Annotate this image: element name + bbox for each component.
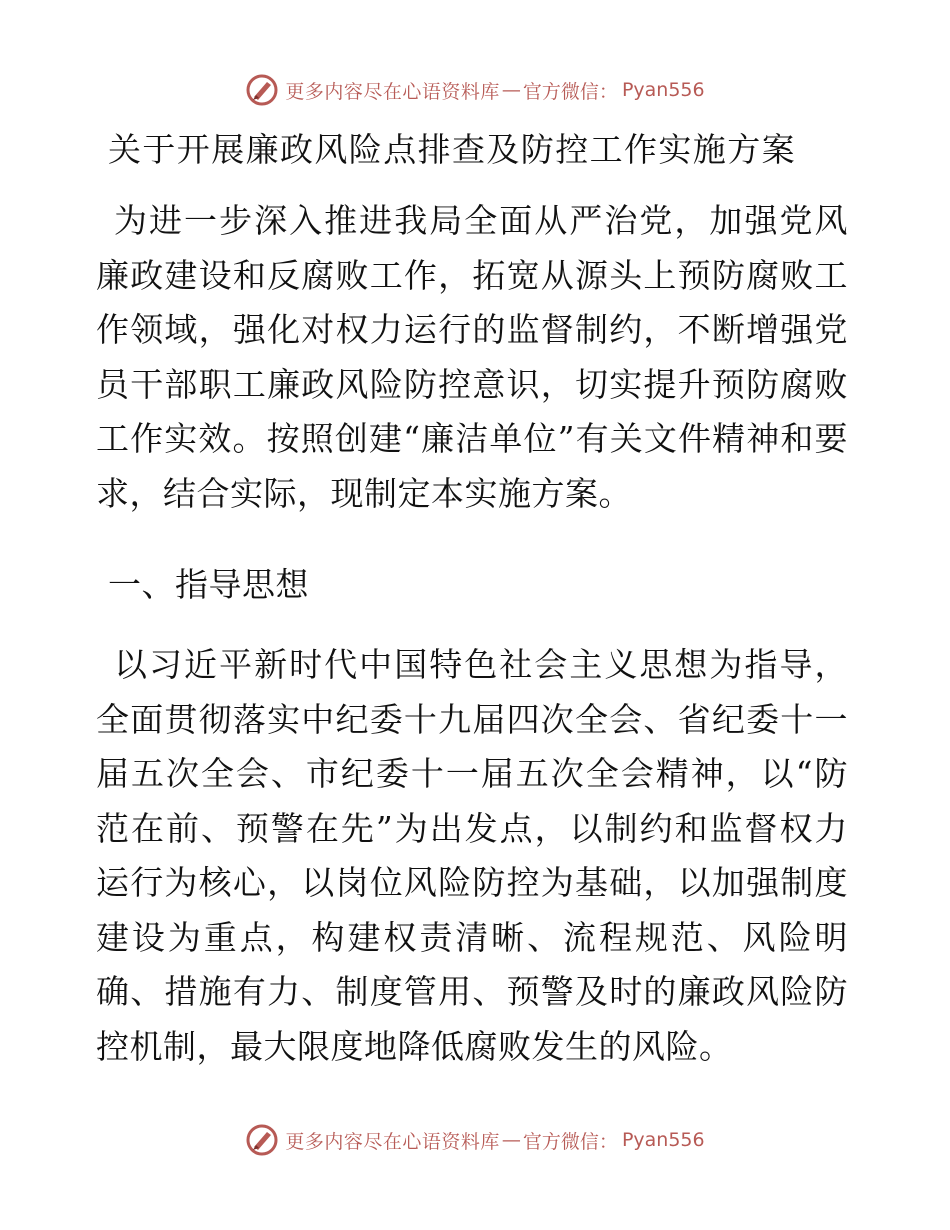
banner-dash: — xyxy=(501,79,521,101)
banner-text: 更多内容尽在心语资料库 xyxy=(285,80,500,103)
footer-banner xyxy=(0,1120,950,1160)
banner-dash: — xyxy=(501,1129,521,1151)
header-banner xyxy=(0,70,950,110)
banner-wechat-id: Pyan556 xyxy=(621,79,705,101)
section-heading: 一、指导思想 xyxy=(108,565,309,604)
banner-wechat-label: 官方微信： xyxy=(522,80,618,103)
banner-wechat-id: Pyan556 xyxy=(621,1129,705,1151)
quill-pen-logo-icon xyxy=(245,73,279,107)
quill-pen-logo-icon xyxy=(245,1123,279,1157)
banner-text: 更多内容尽在心语资料库 xyxy=(285,1130,500,1153)
document-title: 关于开展廉政风险点排查及防控工作实施方案 xyxy=(108,130,796,169)
banner-wechat-label: 官方微信： xyxy=(522,1130,618,1153)
section-body-paragraph: 以习近平新时代中国特色社会主义思想为指导，全面贯彻落实中纪委十九届四次全会、省纪委十一届五次全会、市纪委十一届五次全会精神，以“防范在前、预警在先”为出发点，以制约和监督权力运行为核心，以岗位风险防控为基础，以加强制度建设为重点，构建权责清晰、流程规范、风险明确、措施有力、制度管用、预警及时的廉政风险防控机制，最大限度地降低腐败发生的风险。 xyxy=(96,645,848,1066)
intro-paragraph: 为进一步深入推进我局全面从严治党，加强党风廉政建设和反腐败工作，拓宽从源头上预防腐败工作领域，强化对权力运行的监督制约，不断增强党员干部职工廉政风险防控意识，切实提升预防腐败工作实效。按照创建“廉洁单位”有关文件精神和要求，结合实际，现制定本实施方案。 xyxy=(96,201,848,513)
